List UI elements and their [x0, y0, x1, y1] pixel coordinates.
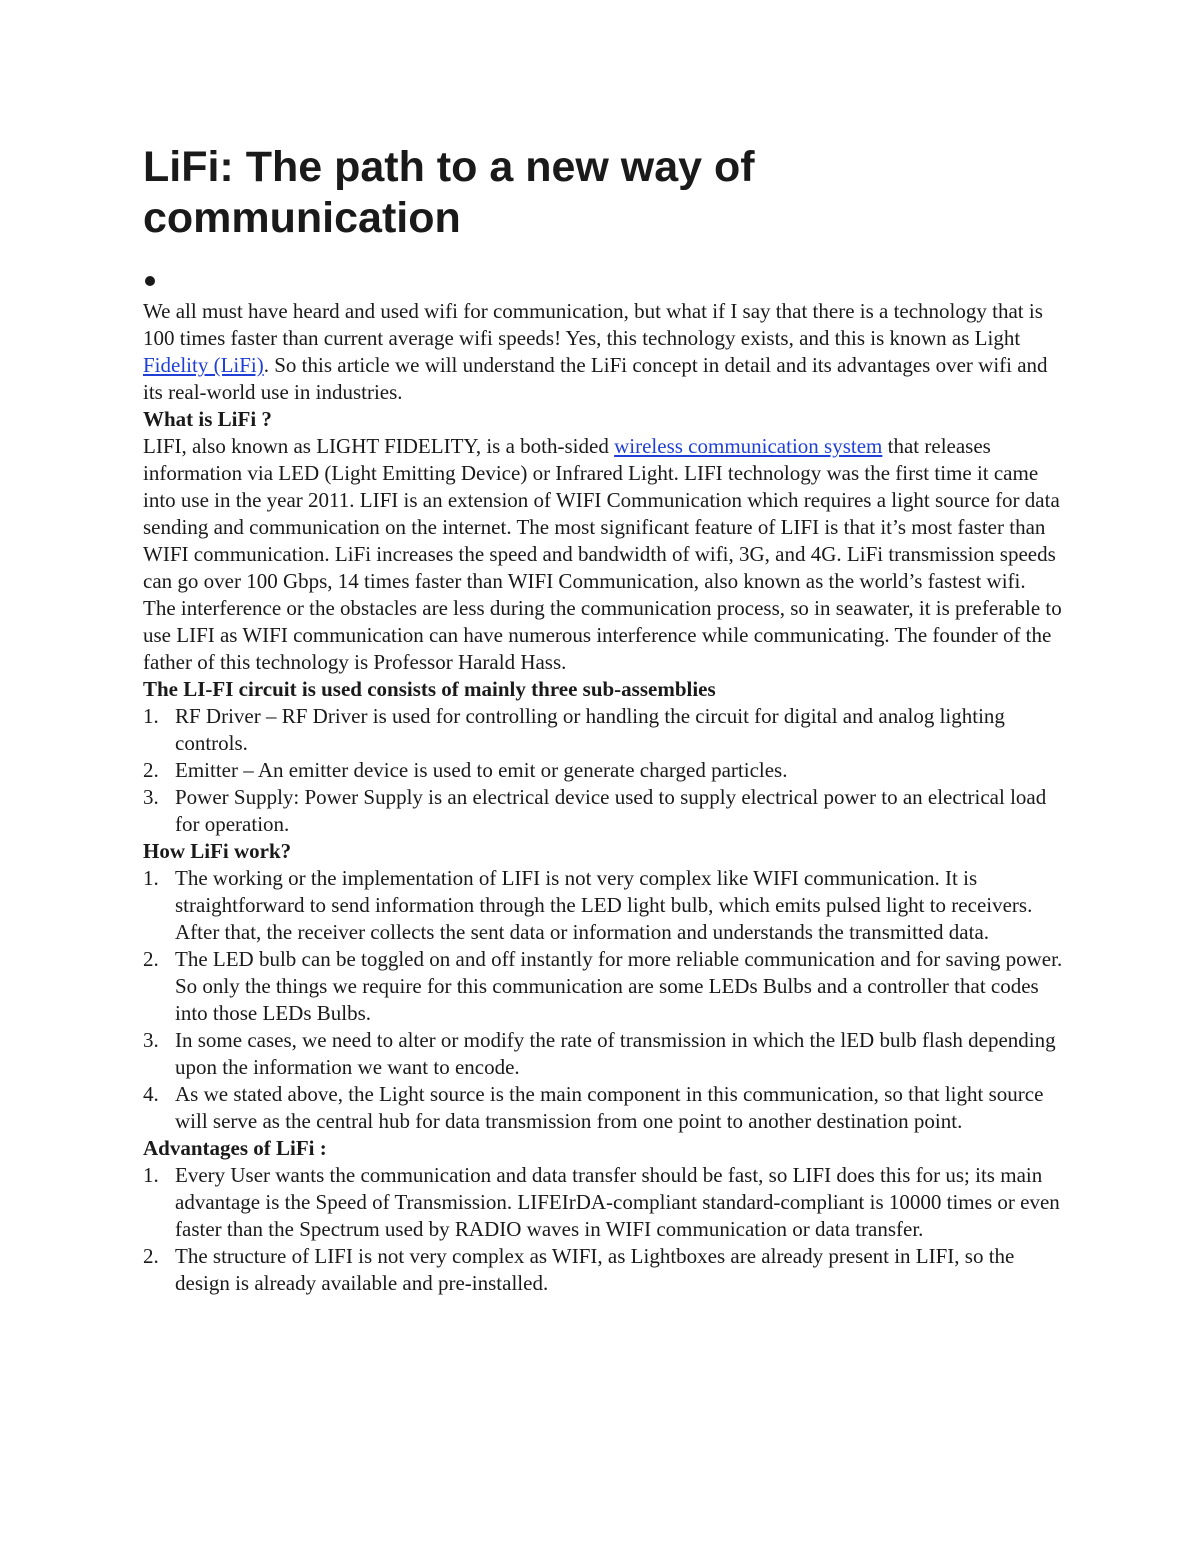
- list-item-text: In some cases, we need to alter or modify the rate of transmission in which the lED bulb flash depending upon the information we want to encode.: [175, 1028, 1056, 1079]
- list-number: 1.: [143, 866, 159, 890]
- bullet-icon: [145, 276, 155, 286]
- circuit-heading: The LI-FI circuit is used consists of mainly three sub-assemblies: [143, 677, 716, 701]
- list-item: [143, 1243, 1063, 1297]
- list-item-text: Emitter – An emitter device is used to emit or generate charged particles.: [175, 758, 788, 782]
- list-item: [143, 703, 1063, 757]
- list-item: [143, 1027, 1063, 1081]
- list-item-text: The LED bulb can be toggled on and off instantly for more reliable communication and for saving power. So only the things we require for this communication are some LEDs Bulbs and a controller that codes into those LEDs Bulbs.: [175, 947, 1063, 1025]
- what-text-start: LIFI, also known as LIGHT FIDELITY, is a both-sided: [143, 434, 615, 458]
- list-item-text: Every User wants the communication and data transfer should be fast, so LIFI does this for us; its main advantage is the Speed of Transmission. LIFEIrDA-compliant standard-compliant is 10000 times or even faster than the Spectrum used by RADIO waves in WIFI communication or data transfer.: [175, 1163, 1060, 1241]
- lifi-link[interactable]: Fidelity (LiFi): [143, 353, 264, 377]
- list-number: 1.: [143, 1163, 159, 1187]
- list-item-text: The working or the implementation of LIFI is not very complex like WIFI communication. It is straightforward to send information through the LED light bulb, which emits pulsed light to receivers. After that, the receiver collects the sent data or information and understands the transmitted data.: [175, 866, 1033, 944]
- wireless-communication-link[interactable]: wireless communication system: [614, 434, 883, 458]
- list-item: [143, 784, 1063, 838]
- list-number: 3.: [143, 1028, 159, 1052]
- advantages-heading: Advantages of LiFi :: [143, 1136, 327, 1160]
- list-item-text: As we stated above, the Light source is the main component in this communication, so that light source will serve as the central hub for data transmission from one point to another destination point.: [175, 1082, 1044, 1133]
- what-is-lifi-heading: What is LiFi ?: [143, 407, 272, 431]
- what-is-lifi-paragraph: [143, 433, 1063, 676]
- intro-text-start: We all must have heard and used wifi for communication, but what if I say that there is a technology that is 100 times faster than current average wifi speeds! Yes, this technology exists, and this is known as Light: [143, 299, 1043, 350]
- list-item: [143, 946, 1063, 1027]
- list-item: [143, 757, 1063, 784]
- list-number: 4.: [143, 1082, 159, 1106]
- list-number: 2.: [143, 758, 159, 782]
- how-lifi-works-list: [143, 865, 1063, 1135]
- page-title: LiFi: The path to a new way of communication: [143, 143, 755, 242]
- circuit-list: [143, 703, 1063, 838]
- list-item: [143, 1081, 1063, 1135]
- intro-text-end: . So this article we will understand the LiFi concept in detail and its advantages over wifi and its real-world use in industries.: [143, 353, 1048, 404]
- list-item-text: Power Supply: Power Supply is an electrical device used to supply electrical power to an electrical load for operation.: [175, 785, 1047, 836]
- list-item: [143, 865, 1063, 946]
- document-body: [143, 298, 1063, 1297]
- list-number: 2.: [143, 1244, 159, 1268]
- list-item-text: The structure of LIFI is not very complex as WIFI, as Lightboxes are already present in LIFI, so the design is already available and pre-installed.: [175, 1244, 1015, 1295]
- list-number: 1.: [143, 704, 159, 728]
- list-item: [143, 1162, 1063, 1243]
- how-lifi-works-heading: How LiFi work?: [143, 839, 292, 863]
- list-number: 3.: [143, 785, 159, 809]
- what-text-end: that releases information via LED (Light Emitting Device) or Infrared Light. LIFI technology was the first time it came into use in the year 2011. LIFI is an extension of WIFI Communication which requires a light source for data sending and communication on the internet. The most significant feature of LIFI is that it’s most faster than WIFI communication. LiFi increases the speed and bandwidth of wifi, 3G, and 4G. LiFi transmission speeds can go over 100 Gbps, 14 times faster than WIFI Communication, also known as the world’s fastest wifi. The interference or the obstacles are less during the communication process, so in seawater, it is preferable to use LIFI as WIFI communication can have numerous interference while communicating. The founder of the father of this technology is Professor Harald Hass.: [143, 434, 1062, 674]
- list-item-text: RF Driver – RF Driver is used for controlling or handling the circuit for digital and analog lighting controls.: [175, 704, 1005, 755]
- advantages-list: [143, 1162, 1063, 1297]
- intro-paragraph: [143, 298, 1063, 406]
- list-number: 2.: [143, 947, 159, 971]
